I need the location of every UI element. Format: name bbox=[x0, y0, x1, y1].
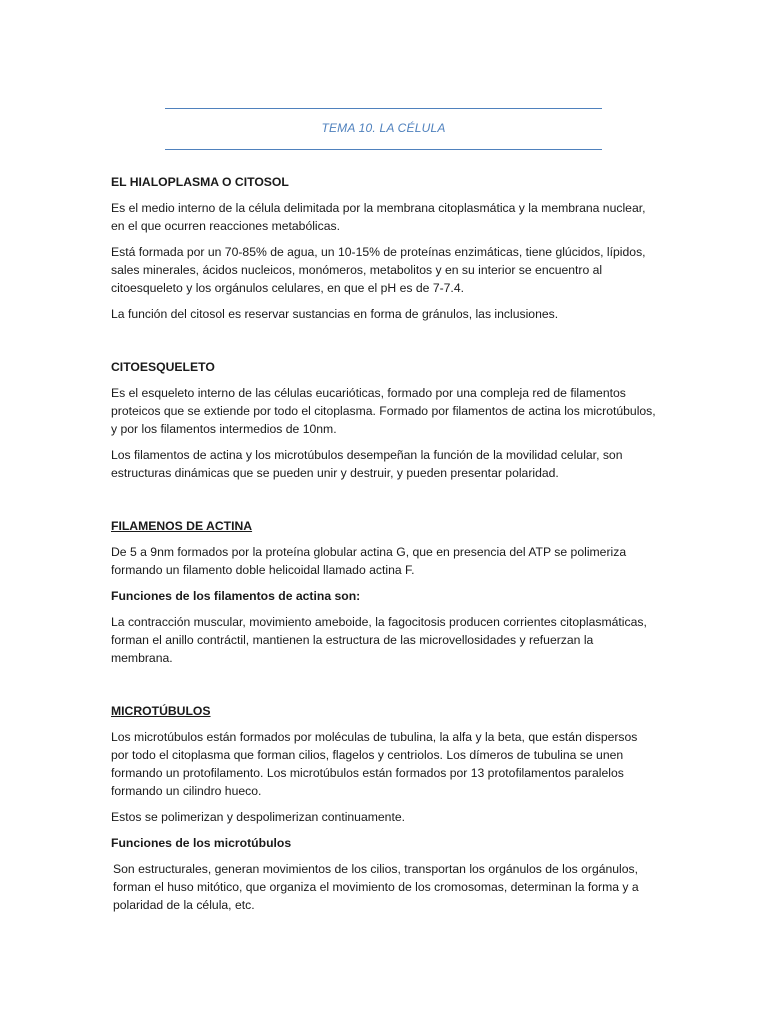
paragraph: La función del citosol es reservar sustancias en forma de gránulos, las inclusiones. bbox=[111, 307, 559, 321]
title-rule-top bbox=[165, 108, 602, 109]
document-body bbox=[111, 173, 656, 922]
paragraph: Es el esqueleto interno de las células eucarióticas, formado por una compleja red de filamentos proteicos que se extiende por todo el citoplasma. Formado por filamentos de actina los microtúbulos, y por los filamentos intermedios de 10nm. bbox=[111, 386, 656, 436]
section-heading-microtubulos: MICROTÚBULOS bbox=[111, 704, 211, 718]
subheading-microtubulos-funciones: Funciones de los microtúbulos bbox=[111, 836, 292, 850]
document-title: TEMA 10. LA CÉLULA bbox=[321, 121, 446, 135]
paragraph: Los microtúbulos están formados por moléculas de tubulina, la alfa y la beta, que están dispersos por todo el citoplasma que forman cilios, flagelos y centriolos. Los dímeros de tubulina se unen formando un protofilamento. Los microtúbulos están formados por 13 protofilamentos paralelos formando un cilindro hueco. bbox=[111, 730, 638, 798]
paragraph: Estos se polimerizan y despolimerizan continuamente. bbox=[111, 810, 405, 824]
section-heading-actina: FILAMENOS DE ACTINA bbox=[111, 519, 253, 533]
title-rule-bottom bbox=[165, 149, 602, 150]
paragraph: Está formada por un 70-85% de agua, un 10-15% de proteínas enzimáticas, tiene glúcidos, lípidos, sales minerales, ácidos nucleicos, monómeros, metabolitos y en su interior se encuentro al citoesqueleto y los orgánulos celulares, en que el pH es de 7-7.4. bbox=[111, 245, 646, 295]
paragraph: Es el medio interno de la célula delimitada por la membrana citoplasmática y la membrana nuclear, en el que ocurren reacciones metabólicas. bbox=[111, 201, 646, 233]
section-gap bbox=[111, 675, 656, 702]
paragraph: Son estructurales, generan movimientos de los cilios, transportan los orgánulos de los orgánulos, forman el huso mitótico, que organiza el movimiento de los cromosomas, determinan la forma y a polaridad de la célula, etc. bbox=[113, 862, 639, 912]
section-gap bbox=[111, 490, 656, 517]
paragraph: De 5 a 9nm formados por la proteína globular actina G, que en presencia del ATP se polimeriza formando un filamento doble helicoidal llamado actina F. bbox=[111, 545, 627, 577]
section-gap bbox=[111, 331, 656, 358]
paragraph: La contracción muscular, movimiento ameboide, la fagocitosis producen corrientes citoplasmáticas, forman el anillo contráctil, mantienen la estructura de las microvellosidades y refuerzan la membrana. bbox=[111, 615, 647, 665]
section-heading-citoesqueleto: CITOESQUELETO bbox=[111, 360, 215, 374]
section-heading-hialoplasma: EL HIALOPLASMA O CITOSOL bbox=[111, 175, 289, 189]
subheading-actina-funciones: Funciones de los filamentos de actina son: bbox=[111, 589, 361, 603]
paragraph: Los filamentos de actina y los microtúbulos desempeñan la función de la movilidad celular, son estructuras dinámicas que se pueden unir y destruir, y pueden presentar polaridad. bbox=[111, 448, 623, 480]
